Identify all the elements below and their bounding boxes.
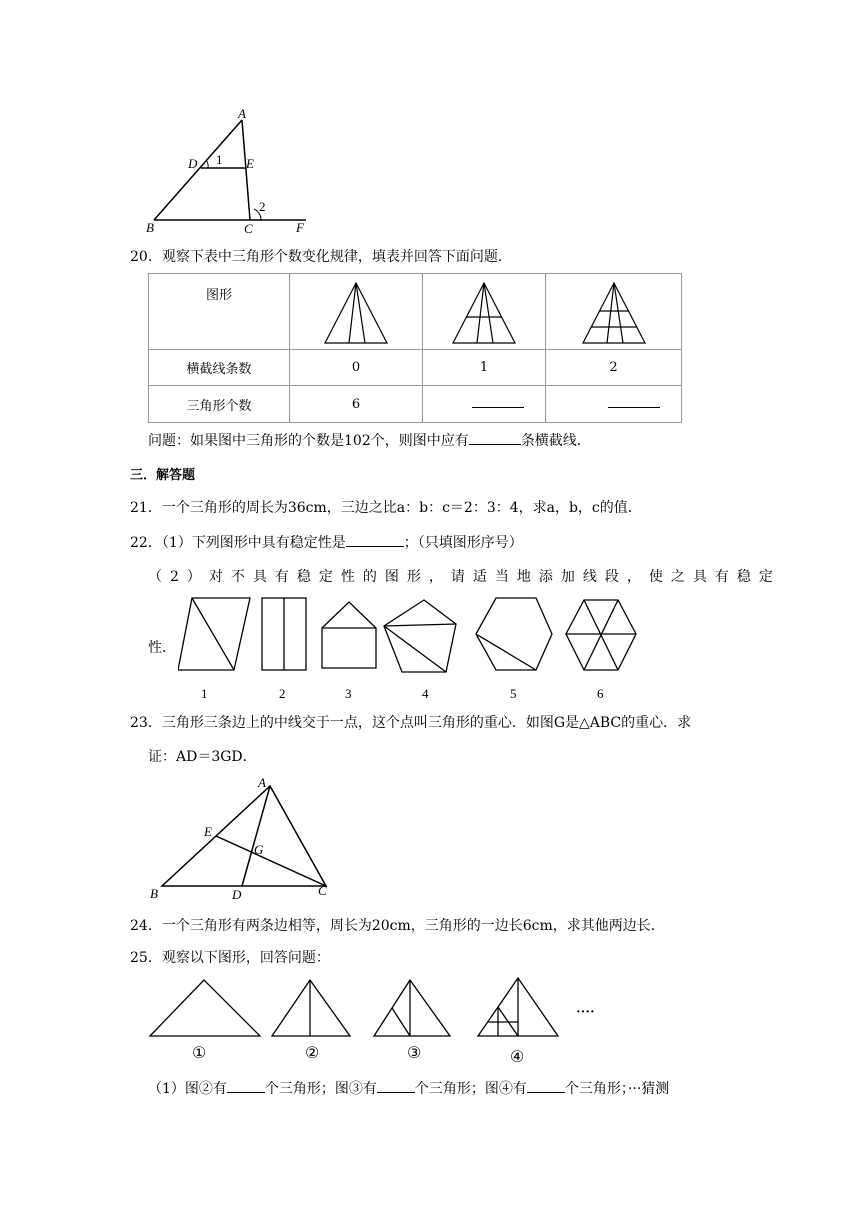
q22-part1-after: ；（只填图形序号） xyxy=(403,535,523,551)
q25-blank-fig3[interactable] xyxy=(377,1077,415,1093)
triangle-figure-1-lines xyxy=(449,281,519,345)
figure-q23-centroid xyxy=(146,772,336,900)
q25-sub1-part-0: （1）图②有 xyxy=(148,1081,227,1097)
q25-sub1-part-2: 个三角形；图④有 xyxy=(414,1081,527,1097)
q21-number: 21． xyxy=(130,500,162,516)
q25-sub1 xyxy=(148,1077,669,1099)
label-B: B xyxy=(146,220,154,235)
shape-label-1: 1 xyxy=(201,686,208,701)
row-header-triangles: 三角形个数 xyxy=(149,386,290,423)
triangles-cell-2 xyxy=(546,386,682,423)
q22-answer-blank[interactable] xyxy=(346,531,404,547)
lines-cell-0: 0 xyxy=(290,350,423,386)
q23-line1-text: 三角形三条边上的中线交于一点，这个点叫三角形的重心．如图G是△ABC的重心．求 xyxy=(161,715,692,731)
q23-number: 23． xyxy=(130,715,162,731)
row-header-lines: 横截线条数 xyxy=(149,350,290,386)
triangle-figure-0-lines xyxy=(321,281,391,345)
q20-question-after: 条横截线． xyxy=(520,433,591,449)
q21 xyxy=(130,498,642,518)
triangles-blank-2[interactable] xyxy=(608,407,660,408)
label-A: A xyxy=(258,775,266,790)
q25-text: 观察以下图形，回答问题： xyxy=(161,950,330,966)
lines-cell-2: 2 xyxy=(546,350,682,386)
shape-label-5: 5 xyxy=(510,686,517,701)
q25-sub1-part-3: 个三角形；···猜测 xyxy=(564,1081,670,1097)
shape-label-6: 6 xyxy=(597,686,604,701)
q22-number: 22． xyxy=(130,535,162,551)
label-F: F xyxy=(296,220,304,235)
q23-line1 xyxy=(130,713,691,733)
label-C: C xyxy=(318,883,327,898)
table-cell-figure-1 xyxy=(423,274,546,350)
label-D: D xyxy=(188,156,198,171)
figure-label-4: ④ xyxy=(510,1049,525,1066)
q25-blank-fig4[interactable] xyxy=(527,1077,565,1093)
q22-part1 xyxy=(130,531,523,553)
figure-label-2: ② xyxy=(305,1045,320,1062)
triangles-blank-1[interactable] xyxy=(472,407,524,408)
q20-table xyxy=(148,273,682,423)
q21-text: 一个三角形的周长为36cm，三边之比a：b：c＝2：3：4，求a，b，c的值． xyxy=(161,500,642,516)
q20-number: 20． xyxy=(130,249,162,265)
q24-text: 一个三角形有两条边相等，周长为20cm，三角形的一边长6cm，求其他两边长． xyxy=(161,918,665,934)
label-B: B xyxy=(150,886,158,900)
shape-label-4: 4 xyxy=(422,686,429,701)
table-cell-figure-2 xyxy=(546,274,682,350)
figure-label-1: ① xyxy=(192,1045,207,1062)
q20-answer-blank[interactable] xyxy=(469,429,521,445)
q24-number: 24． xyxy=(130,918,162,934)
q25 xyxy=(130,948,330,968)
q22-part2-line2: 性． xyxy=(148,640,176,656)
angle-1-label: 1 xyxy=(216,152,223,167)
q25-sub1-part-1: 个三角形；图③有 xyxy=(264,1081,377,1097)
shape-label-2: 2 xyxy=(279,686,286,701)
label-E: E xyxy=(204,824,212,839)
q25-blank-fig2[interactable] xyxy=(227,1077,265,1093)
triangles-cell-1 xyxy=(423,386,546,423)
q20-prompt xyxy=(130,247,512,267)
triangles-cell-0: 6 xyxy=(290,386,423,423)
label-C: C xyxy=(244,221,253,235)
label-A: A xyxy=(238,107,246,121)
label-E: E xyxy=(246,156,254,171)
q20-prompt-text: 观察下表中三角形个数变化规律，填表并回答下面问题． xyxy=(161,249,512,265)
q25-number: 25． xyxy=(130,950,162,966)
angle-2-label: 2 xyxy=(259,199,266,214)
q22-part2-line1: （2）对不具有稳定性的图形，请适当地添加线段，使之具有稳定 xyxy=(148,569,781,585)
triangle-figure-2-lines xyxy=(579,281,649,345)
figure-q22-shapes xyxy=(178,592,638,702)
figure-q19-triangle xyxy=(146,107,312,235)
table-cell-figure-0 xyxy=(290,274,423,350)
figure-ellipsis: ···· xyxy=(576,1005,595,1020)
q22-part1-before: （1）下列图形中具有稳定性是 xyxy=(161,535,346,551)
figure-label-3: ③ xyxy=(407,1045,422,1062)
q20-question xyxy=(148,429,591,451)
row-header-figure: 图形 xyxy=(149,274,290,350)
q24 xyxy=(130,916,665,936)
q23-line2: 证：AD＝3GD． xyxy=(148,749,257,765)
section-title: 三．解答题 xyxy=(130,468,196,483)
label-D: D xyxy=(232,887,242,900)
lines-cell-1: 1 xyxy=(423,350,546,386)
q20-question-before: 问题：如果图中三角形的个数是102个，则图中应有 xyxy=(148,433,469,449)
shape-label-3: 3 xyxy=(345,686,352,701)
label-G: G xyxy=(254,842,264,857)
figure-q25-triangles xyxy=(148,972,608,1068)
